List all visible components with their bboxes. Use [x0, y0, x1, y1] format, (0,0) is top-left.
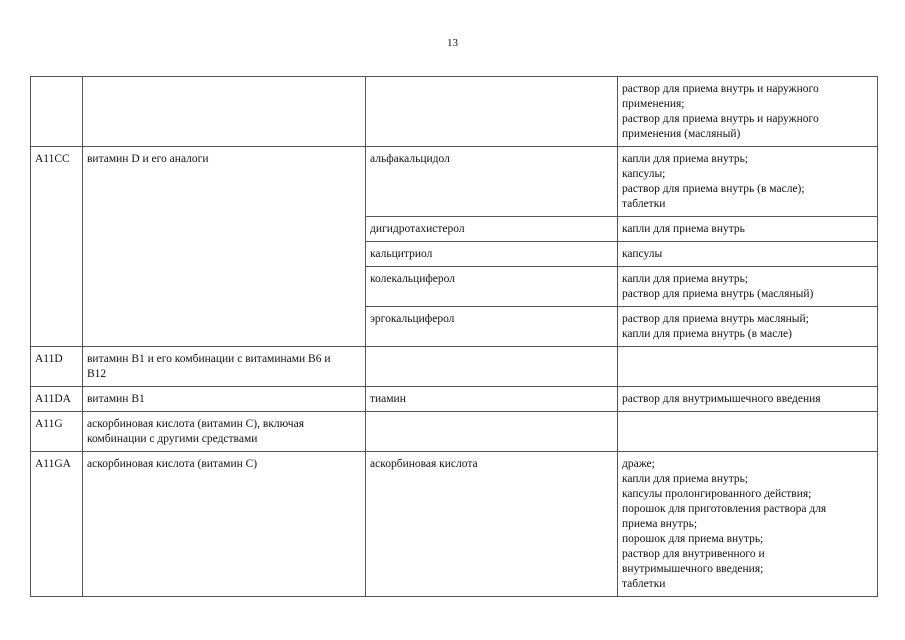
drug-name-cell: колекальциферол: [366, 267, 618, 307]
atc-code-cell: [31, 77, 83, 147]
dosage-forms-cell: [618, 347, 878, 387]
dosage-form-line: раствор для приема внутрь и наружного: [622, 113, 819, 125]
group-name-cell: витамин B1: [83, 387, 366, 412]
dosage-form-line: раствор для внутримышечного введения: [622, 393, 821, 405]
drug-name-cell: [366, 412, 618, 452]
dosage-forms-cell: [618, 242, 878, 267]
dosage-form-line: капли для приема внутрь: [622, 223, 745, 235]
drug-name-cell: [366, 347, 618, 387]
atc-code-cell: A11GA: [31, 452, 83, 597]
dosage-form-line: драже;: [622, 458, 655, 470]
dosage-form-line: раствор для внутривенного и: [622, 548, 765, 560]
group-name-cell: витамин D и его аналоги: [83, 147, 366, 347]
atc-code-cell: A11DA: [31, 387, 83, 412]
dosage-form-line: применения (масляный): [622, 128, 741, 140]
page-number: 13: [447, 37, 458, 49]
drug-name-cell: альфакальцидол: [366, 147, 618, 217]
dosage-form-line: раствор для приема внутрь (в масле);: [622, 183, 805, 195]
dosage-forms-cell: [618, 412, 878, 452]
drug-table: [30, 76, 878, 597]
atc-code-cell: A11G: [31, 412, 83, 452]
dosage-forms-cell: [618, 387, 878, 412]
table-row: [31, 347, 878, 387]
dosage-form-line: капсулы: [622, 248, 663, 260]
drug-name-cell: [366, 77, 618, 147]
group-name-cell: [83, 347, 366, 387]
atc-code-cell: A11CC: [31, 147, 83, 347]
dosage-forms-cell: [618, 452, 878, 597]
dosage-form-line: капли для приема внутрь;: [622, 273, 749, 285]
drug-name-cell: аскорбиновая кислота: [366, 452, 618, 597]
drug-name-cell: эргокальциферол: [366, 307, 618, 347]
dosage-form-line: раствор для приема внутрь (масляный): [622, 288, 814, 300]
table-row: [31, 412, 878, 452]
group-name-line: аскорбиновая кислота (витамин С), включая: [87, 418, 304, 430]
group-name-line: B12: [87, 368, 107, 380]
dosage-forms-cell: [618, 77, 878, 147]
dosage-form-line: таблетки: [622, 198, 666, 210]
group-name-cell: аскорбиновая кислота (витамин С): [83, 452, 366, 597]
dosage-form-line: раствор для приема внутрь и наружного: [622, 83, 819, 95]
dosage-forms-cell: [618, 217, 878, 242]
atc-code-cell: A11D: [31, 347, 83, 387]
dosage-form-line: приема внутрь;: [622, 518, 698, 530]
dosage-form-line: капли для приема внутрь;: [622, 473, 749, 485]
table-row: [31, 77, 878, 147]
dosage-form-line: таблетки: [622, 578, 666, 590]
dosage-form-line: применения;: [622, 98, 685, 110]
dosage-form-line: порошок для приготовления раствора для: [622, 503, 827, 515]
drug-name-cell: дигидротахистерол: [366, 217, 618, 242]
drug-name-cell: тиамин: [366, 387, 618, 412]
group-name-line: витамин B1 и его комбинации с витаминами B6 и: [87, 353, 331, 365]
dosage-form-line: капли для приема внутрь;: [622, 153, 749, 165]
table-row: [31, 147, 878, 217]
dosage-form-line: раствор для приема внутрь масляный;: [622, 313, 809, 325]
dosage-forms-cell: [618, 267, 878, 307]
group-name-line: комбинации с другими средствами: [87, 433, 258, 445]
dosage-form-line: порошок для приема внутрь;: [622, 533, 764, 545]
dosage-forms-cell: [618, 307, 878, 347]
group-name-cell: [83, 77, 366, 147]
table-row: [31, 387, 878, 412]
dosage-forms-cell: [618, 147, 878, 217]
dosage-form-line: внутримышечного введения;: [622, 563, 764, 575]
table-row: [31, 452, 878, 597]
dosage-form-line: капли для приема внутрь (в масле): [622, 328, 792, 340]
dosage-form-line: капсулы пролонгированного действия;: [622, 488, 812, 500]
group-name-cell: [83, 412, 366, 452]
dosage-form-line: капсулы;: [622, 168, 666, 180]
drug-name-cell: кальцитриол: [366, 242, 618, 267]
